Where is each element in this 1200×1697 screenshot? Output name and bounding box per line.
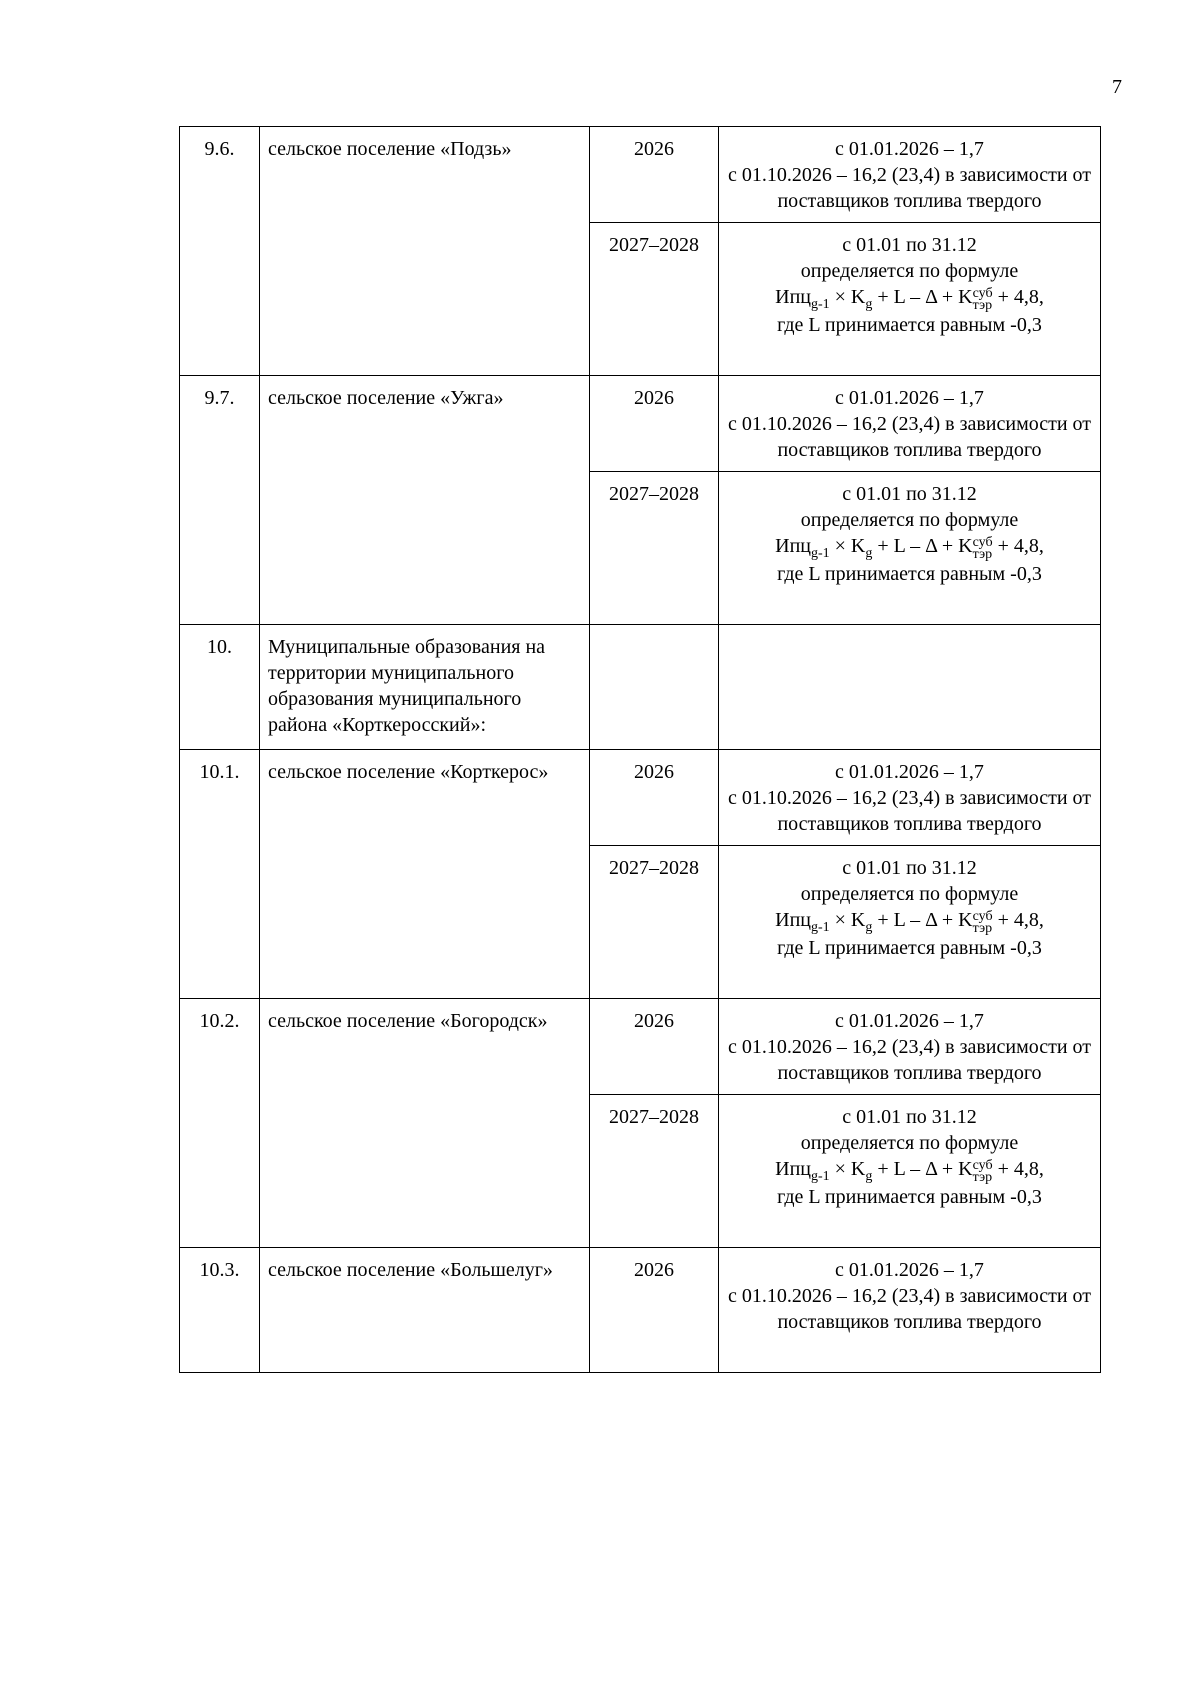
index-value [719,472,1101,625]
value-line: определяется по формуле [800,509,1019,531]
value-line: с 01.10.2026 – 16,2 (23,4) в зависимости от поставщиков топлива твердого [727,1285,1092,1333]
period-year: 2026 [590,127,719,223]
index-value [719,376,1101,472]
value-line: с 01.01 по 31.12 [842,1106,977,1128]
period-year: 2026 [590,1248,719,1373]
value-line: с 01.01 по 31.12 [842,483,977,505]
value-line: с 01.01.2026 – 1,7 [835,138,984,160]
index-value [719,750,1101,846]
value-line: где L принимается равным -0,3 [777,937,1042,959]
index-formula: $Ипц_{g-1} \times K_g + L - \Delta + K$ суб тэр + 4,8, [775,1158,1044,1185]
row-number: 10.1. [180,750,260,999]
row-number: 9.7. [180,376,260,625]
value-line: с 01.01 по 31.12 [842,857,977,879]
index-value [719,223,1101,376]
index-value [719,846,1101,999]
value-line: с 01.10.2026 – 16,2 (23,4) в зависимости от поставщиков топлива твердого [727,413,1092,461]
row-number: 10. [180,625,260,750]
period-year: 2026 [590,999,719,1095]
settlement-name: сельское поселение «Корткерос» [260,750,590,999]
value-line: с 01.01.2026 – 1,7 [835,761,984,783]
table-row [180,625,1101,750]
period-year: 2027–2028 [590,846,719,999]
table-row [180,127,1101,223]
page-number: 7 [1112,76,1122,98]
value-line: где L принимается равным -0,3 [777,314,1042,336]
row-number: 9.6. [180,127,260,376]
value-line: с 01.01 по 31.12 [842,234,977,256]
table-row [180,376,1101,472]
settlement-name: сельское поселение «Ужга» [260,376,590,625]
table-row [180,750,1101,846]
table-row [180,999,1101,1095]
row-number: 10.3. [180,1248,260,1373]
row-number: 10.2. [180,999,260,1248]
value-line: где L принимается равным -0,3 [777,563,1042,585]
empty-cell [719,625,1101,750]
value-line: с 01.10.2026 – 16,2 (23,4) в зависимости от поставщиков топлива твердого [727,787,1092,835]
tariff-table [179,126,1101,1373]
value-line: с 01.10.2026 – 16,2 (23,4) в зависимости от поставщиков топлива твердого [727,164,1092,212]
period-year: 2026 [590,750,719,846]
index-value [719,1095,1101,1248]
section-heading: Муниципальные образования на территории муниципального образования муниципального района «Корткеросский»: [260,625,590,750]
value-line: с 01.01.2026 – 1,7 [835,1010,984,1032]
index-value [719,999,1101,1095]
empty-cell [590,625,719,750]
period-year: 2027–2028 [590,223,719,376]
index-value [719,1248,1101,1373]
index-value [719,127,1101,223]
period-year: 2026 [590,376,719,472]
period-year: 2027–2028 [590,472,719,625]
period-year: 2027–2028 [590,1095,719,1248]
settlement-name: сельское поселение «Подзь» [260,127,590,376]
settlement-name: сельское поселение «Богородск» [260,999,590,1248]
index-formula: $Ипц_{g-1} \times K_g + L - \Delta + K$ суб тэр + 4,8, [775,909,1044,936]
value-line: определяется по формуле [800,883,1019,905]
settlement-name: сельское поселение «Большелуг» [260,1248,590,1373]
value-line: с 01.01.2026 – 1,7 [835,387,984,409]
index-formula: $Ипц_{g-1} \times K_g + L - \Delta + K$ суб тэр + 4,8, [775,535,1044,562]
value-line: определяется по формуле [800,260,1019,282]
value-line: где L принимается равным -0,3 [777,1186,1042,1208]
value-line: с 01.01.2026 – 1,7 [835,1259,984,1281]
table-row [180,1248,1101,1373]
index-formula: $Ипц_{g-1} \times K_g + L - \Delta + K$ суб тэр + 4,8, [775,286,1044,313]
value-line: определяется по формуле [800,1132,1019,1154]
value-line: с 01.10.2026 – 16,2 (23,4) в зависимости от поставщиков топлива твердого [727,1036,1092,1084]
